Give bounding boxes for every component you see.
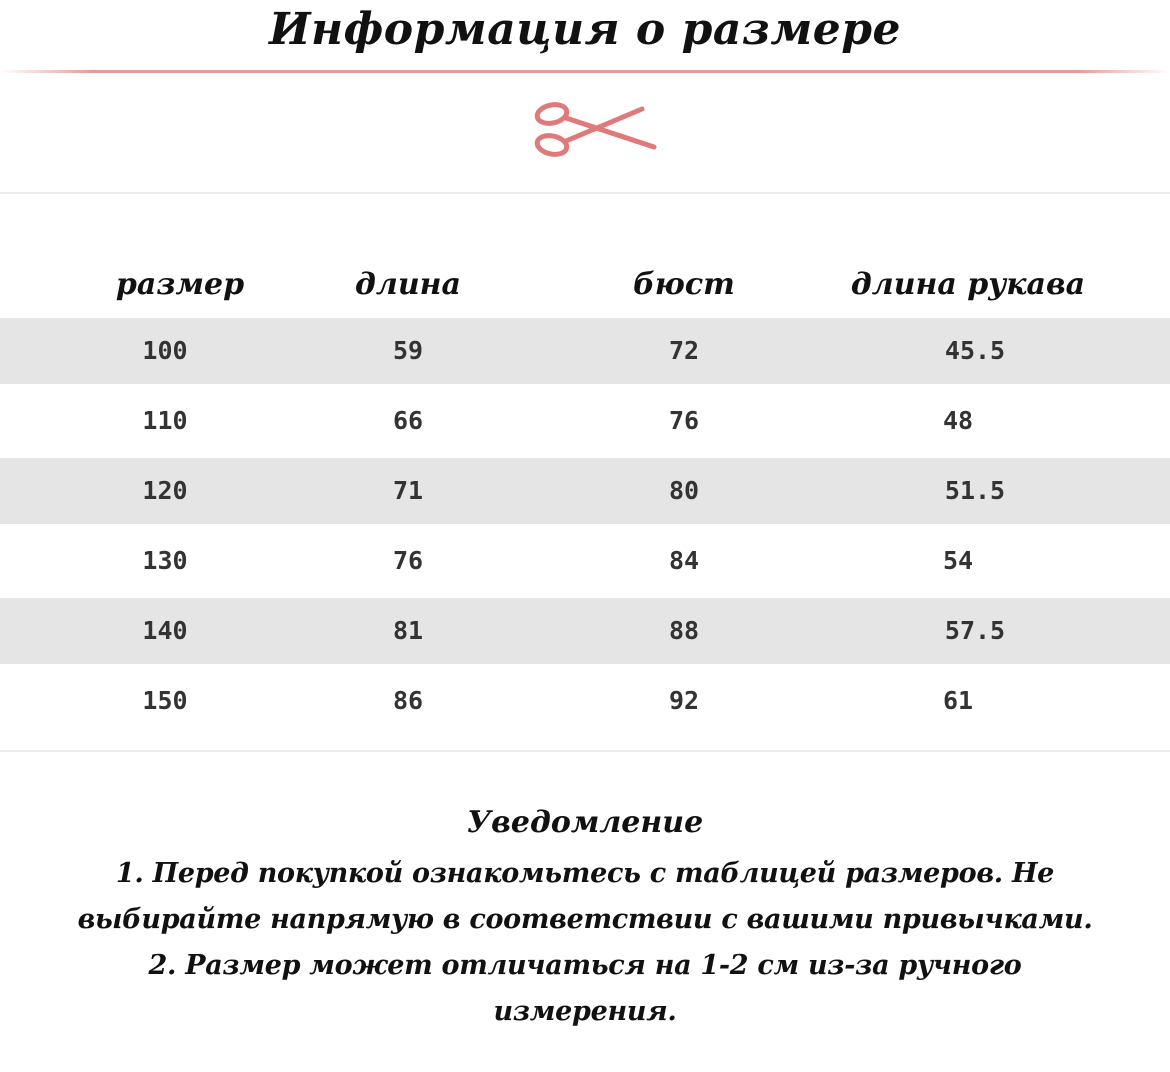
table-row (0, 318, 1170, 384)
cell-length: 81 (392, 616, 424, 645)
notice-block (0, 795, 1170, 1035)
notice-line: 2. Размер может отличаться на 1-2 см из-за ручного (148, 950, 1022, 981)
cell-sleeve: 45.5 (944, 336, 1006, 365)
notice-line: измерения. (493, 996, 677, 1027)
cell-size: 100 (142, 336, 188, 365)
cell-bust: 88 (668, 616, 700, 645)
table-row (0, 388, 1170, 454)
header-length: длина (355, 267, 461, 302)
cell-sleeve: 48 (942, 406, 974, 435)
page-title: Информация о размере (268, 4, 902, 55)
scissors-icon (530, 95, 660, 165)
table-header (0, 255, 1170, 315)
table-row (0, 458, 1170, 524)
cell-length: 59 (392, 336, 424, 365)
cell-sleeve: 61 (942, 686, 974, 715)
cell-size: 140 (142, 616, 188, 645)
header-bust: бюст (633, 267, 735, 302)
notice-line: выбирайте напрямую в соответствии с вашими привычками. (77, 904, 1093, 935)
cell-size: 120 (142, 476, 188, 505)
cell-sleeve: 57.5 (944, 616, 1006, 645)
cell-length: 71 (392, 476, 424, 505)
table-bottom-divider (0, 750, 1170, 752)
cell-bust: 92 (668, 686, 700, 715)
cell-size: 110 (142, 406, 188, 435)
cell-size: 150 (142, 686, 188, 715)
table-row (0, 598, 1170, 664)
header-divider (0, 192, 1170, 194)
cell-bust: 76 (668, 406, 700, 435)
cell-length: 86 (392, 686, 424, 715)
cell-bust: 80 (668, 476, 700, 505)
cell-length: 66 (392, 406, 424, 435)
cell-bust: 84 (668, 546, 700, 575)
notice-title: Уведомление (466, 805, 704, 840)
header-size: размер (115, 267, 245, 302)
cell-length: 76 (392, 546, 424, 575)
table-row (0, 668, 1170, 734)
title-underline (0, 70, 1170, 73)
header-sleeve-length: длина рукава (850, 267, 1086, 302)
cell-size: 130 (142, 546, 188, 575)
cell-bust: 72 (668, 336, 700, 365)
notice-line: 1. Перед покупкой ознакомьтесь с таблицей размеров. Не (115, 858, 1055, 889)
table-row (0, 528, 1170, 594)
cell-sleeve: 51.5 (944, 476, 1006, 505)
cell-sleeve: 54 (942, 546, 974, 575)
